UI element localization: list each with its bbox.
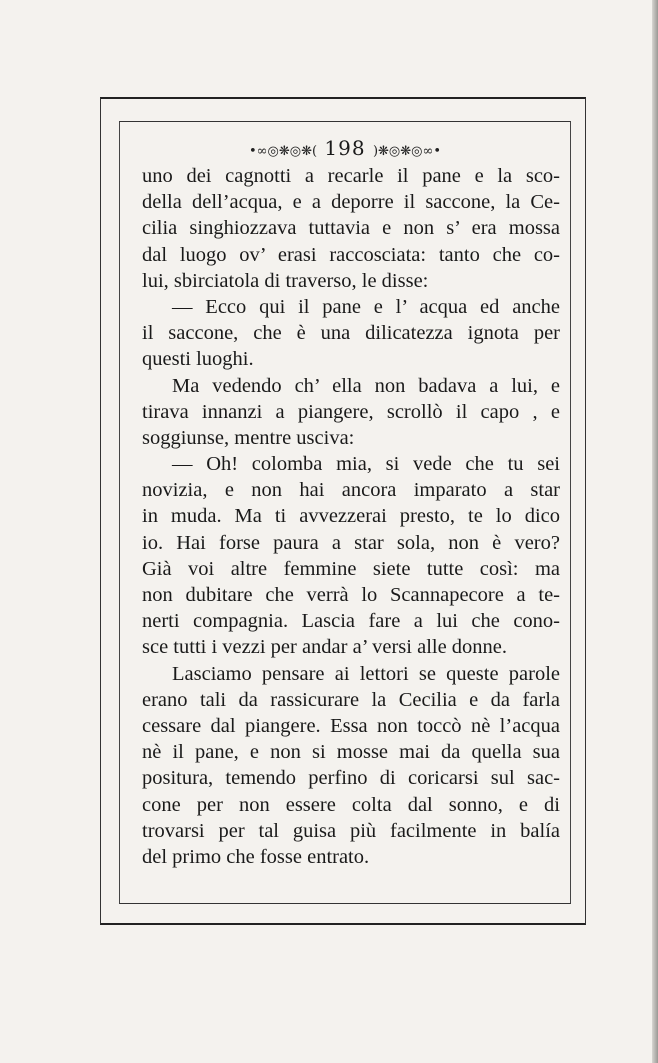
text-line: — Oh! colomba mia, si vede che tu sei	[172, 453, 560, 476]
page-edge-shadow	[652, 0, 658, 1063]
text-line: il saccone, che è una dilicatezza ignota per	[142, 322, 560, 345]
text-line: in muda. Ma ti avvezzerai presto, te lo dico	[142, 505, 560, 528]
text-line: cessare dal piangere. Essa non toccò nè l’acqua	[142, 714, 560, 737]
text-line: Lasciamo pensare ai lettori se queste parole	[172, 662, 560, 685]
text-line: Già voi altre femmine siete tutte così: ma	[142, 557, 560, 580]
text-line: sce tutti i vezzi per andar a’ versi alle donne.	[142, 636, 508, 659]
text-line: nè il pane, e non si mosse mai da quella sua	[142, 741, 560, 764]
text-line: soggiunse, mentre usciva:	[142, 426, 355, 449]
text-line: — Ecco qui il pane e l’ acqua ed anche	[172, 295, 560, 318]
body-text	[142, 163, 560, 870]
text-line: trovarsi per tal guisa più facilmente in balía	[142, 819, 560, 842]
ornament-right: )❋◎❋◎∞•	[372, 144, 441, 159]
text-line: tirava innanzi a piangere, scrollò il capo , e	[142, 400, 560, 423]
ornament-left: •∞◎❋◎❋(	[249, 144, 318, 159]
page-header	[119, 136, 571, 164]
text-line: lui, sbirciatola di traverso, le disse:	[142, 269, 429, 292]
text-line: novizia, e non hai ancora imparato a star	[142, 479, 560, 502]
text-line: del primo che fosse entrato.	[142, 845, 370, 868]
text-line: erano tali da rassicurare la Cecilia e da farla	[142, 688, 560, 711]
text-line: questi luoghi.	[142, 348, 254, 371]
text-line: uno dei cagnotti a recarle il pane e la sco-	[142, 165, 560, 187]
text-line: cilia singhiozzava tuttavia e non s’ era mossa	[142, 217, 560, 240]
text-line: non dubitare che verrà lo Scannapecore a te-	[142, 584, 560, 606]
text-line: dal luogo ov’ erasi raccosciata: tanto che co-	[142, 243, 560, 266]
text-line: Ma vedendo ch’ ella non badava a lui, e	[172, 374, 560, 397]
text-line: nerti compagnia. Lascia fare a lui che cono-	[142, 610, 560, 633]
page-number: 198	[324, 136, 366, 160]
text-line: della dell’acqua, e a deporre il saccone, la Ce-	[142, 191, 560, 214]
text-line: cone per non essere colta dal sonno, e di	[142, 793, 560, 816]
text-line: positura, temendo perfino di coricarsi sul sac-	[142, 767, 560, 790]
text-line: io. Hai forse paura a star sola, non è vero?	[142, 531, 560, 554]
